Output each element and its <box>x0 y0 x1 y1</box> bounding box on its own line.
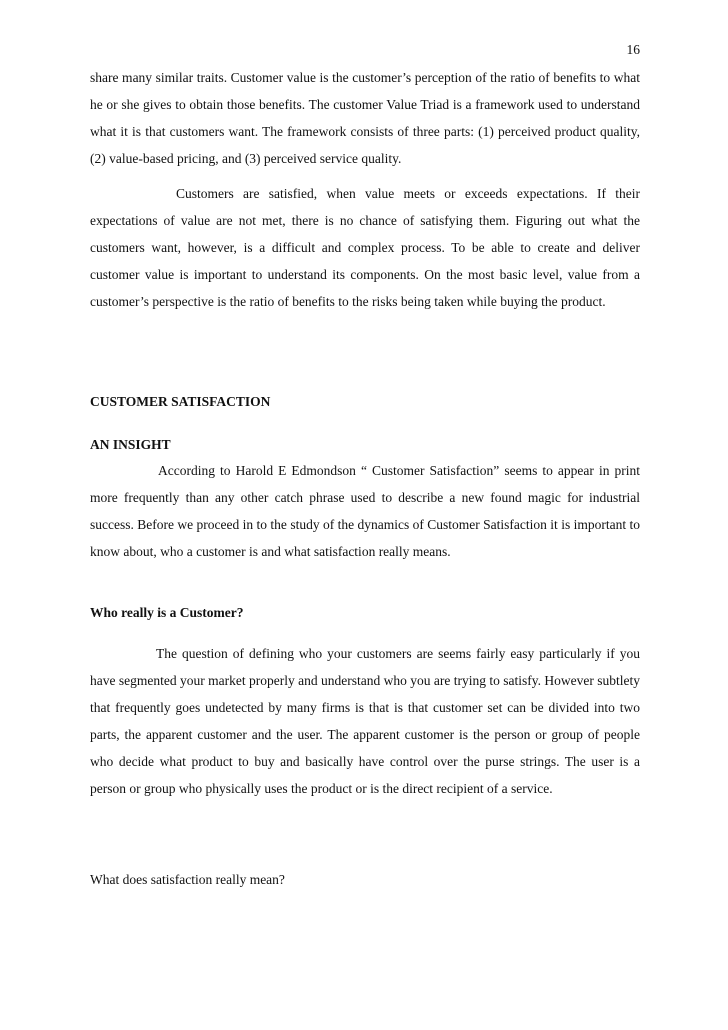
paragraph-edmondson <box>90 457 640 565</box>
page-number: 16 <box>626 42 640 57</box>
paragraph-customer-definition <box>90 640 640 802</box>
paragraph-customer-expectations <box>90 180 640 315</box>
paragraph-text: According to Harold E Edmondson “ Customer Satisfaction” seems to appear in print more frequently than any other catch phrase used to describe a new found magic for industrial success. Before we proceed in to the study of the dynamics of Customer Satisfaction it is important to know about, who a customer is and what satisfaction really means. <box>90 463 640 559</box>
subheading-who-is-customer: Who really is a Customer? <box>90 605 244 620</box>
subheading-satisfaction-meaning: What does satisfaction really mean? <box>90 872 285 887</box>
paragraph-text: share many similar traits. Customer value is the customer’s perception of the ratio of benefits to what he or she gives to obtain those benefits. The customer Value Triad is a framework used to understand what it is that customers want. The framework consists of three parts: (1) perceived product quality, (2) value-based pricing, and (3) perceived service quality. <box>90 70 640 166</box>
paragraph-text: Customers are satisfied, when value meets or exceeds expectations. If their expectations of value are not met, there is no chance of satisfying them. Figuring out what the customers want, however, is a difficult and complex process. To be able to create and deliver customer value is important to understand its components. On the most basic level, value from a customer’s perspective is the ratio of benefits to the risks being taken while buying the product. <box>90 186 640 309</box>
paragraph-text: The question of defining who your customers are seems fairly easy particularly if you have segmented your market properly and understand who you are trying to satisfy. However subtlety that frequently goes undetected by many firms is that is that customer set can be divided into two parts, the apparent customer and the user. The apparent customer is the person or group of people who decide what product to buy and basically have control over the purse strings. The user is a person or group who physically uses the product or is the direct recipient of a service. <box>90 646 640 796</box>
subheading-an-insight: AN INSIGHT <box>90 437 171 452</box>
section-heading-customer-satisfaction: CUSTOMER SATISFACTION <box>90 394 271 409</box>
paragraph-value-triad <box>90 64 640 172</box>
